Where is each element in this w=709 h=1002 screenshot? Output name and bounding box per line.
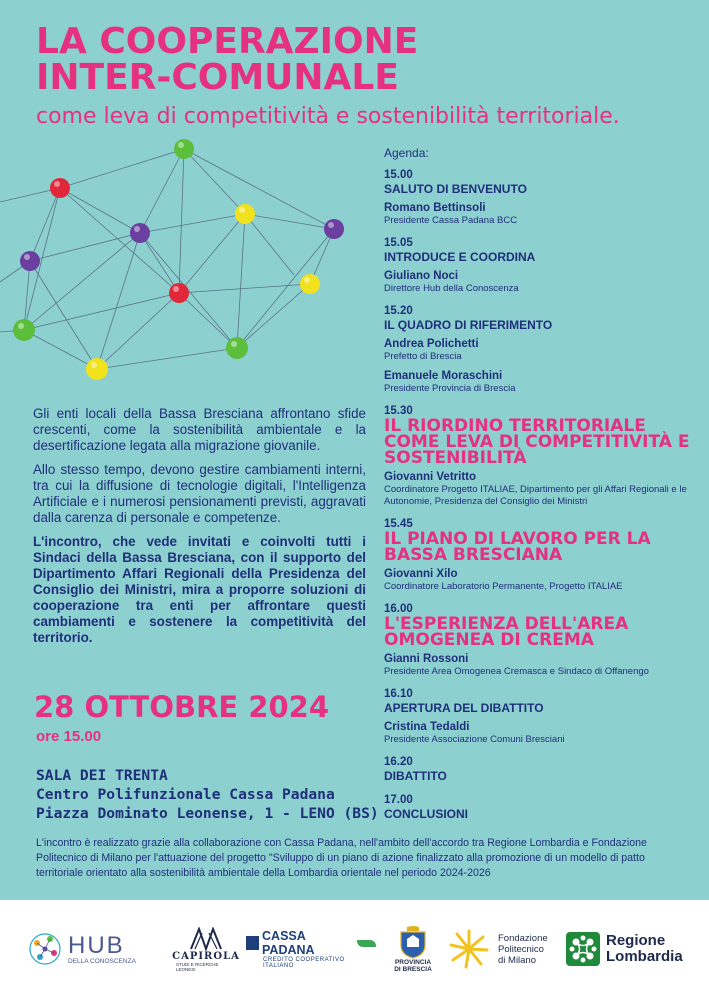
speaker-name: Gianni Rossoni (384, 653, 469, 665)
fondazione-line-1: Fondazione (498, 932, 548, 944)
intro-text (33, 406, 366, 654)
venue-room: SALA DEI TRENTA (36, 767, 168, 784)
speaker (384, 470, 694, 508)
regione-line-1: Regione (606, 932, 666, 949)
cassa-padana-name: CASSA PADANA (262, 929, 315, 957)
speaker-role: Prefetto di Brescia (384, 351, 462, 362)
logos-strip (0, 900, 709, 1002)
pin-yellow (86, 358, 108, 380)
speaker (384, 720, 694, 746)
title-line-2: INTER-COMUNALE (36, 57, 399, 98)
agenda-heading: Agenda: (384, 146, 429, 160)
pin-green (13, 319, 35, 341)
speaker (384, 201, 694, 227)
capirola-emblem-icon (189, 927, 223, 951)
speaker-role: Coordinatore Laboratorio Permanente, Progetto ITALIAE (384, 581, 623, 592)
pin-yellow (300, 274, 320, 294)
agenda-time: 15.20 (384, 305, 413, 317)
cassa-padana-wave-icon (357, 940, 376, 947)
title-line-1: LA COOPERAZIONE (36, 21, 419, 62)
cassa-padana-mark-icon (246, 936, 259, 950)
agenda-item (384, 404, 694, 508)
speaker-name: Giovanni Xilo (384, 568, 458, 580)
page-subtitle: come leva di competitività e sostenibilità territoriale. (36, 104, 620, 129)
fondazione-starburst-icon (448, 928, 490, 970)
agenda-title: DIBATTITO (384, 769, 447, 783)
speaker-name: Giovanni Vetritto (384, 471, 477, 483)
pins (13, 139, 344, 380)
event-date: 28 OTTOBRE 2024 (34, 690, 330, 724)
agenda-item (384, 236, 694, 295)
speaker (384, 567, 694, 593)
agenda-time: 15.05 (384, 237, 413, 249)
page-title (36, 21, 419, 98)
speaker (384, 652, 694, 678)
agenda-time: 15.00 (384, 169, 413, 181)
speaker-name: Cristina Tedaldi (384, 721, 470, 733)
agenda-item (384, 755, 694, 784)
speaker-role: Coordinatore Progetto ITALIAE, Dipartimento per gli Affari Regionali e le Autonomie, Presidenza del Consiglio dei Ministri (384, 484, 687, 507)
speaker-name: Emanuele Moraschini (384, 370, 503, 382)
agenda-time: 16.10 (384, 688, 413, 700)
provincia-line-2: DI BRESCIA (394, 966, 432, 973)
agenda-title: IL PIANO DI LAVORO PER LA BASSA BRESCIANA (384, 529, 651, 565)
venue-building: Centro Polifunzionale Cassa Padana (36, 786, 335, 803)
agenda-item (384, 687, 694, 746)
speaker-role: Direttore Hub della Conoscenza (384, 283, 519, 294)
speaker (384, 369, 694, 395)
agenda-time: 15.45 (384, 518, 413, 530)
event-hour: ore 15.00 (36, 728, 102, 745)
agenda-item (384, 168, 694, 227)
speaker-name: Giuliano Noci (384, 270, 459, 282)
logo-cassa-padana (246, 914, 376, 984)
pin-purple (130, 223, 150, 243)
pin-green (174, 139, 194, 159)
provincia-line-1: PROVINCIA (394, 959, 432, 966)
agenda-title: APERTURA DEL DIBATTITO (384, 701, 544, 715)
speaker-role: Presidente Associazione Comuni Bresciani (384, 734, 565, 745)
agenda-item (384, 602, 694, 678)
agenda-title: IL RIORDINO TERRITORIALE COME LEVA DI COMPETITIVITÀ E SOSTENIBILITÀ (384, 416, 690, 468)
agenda-time: 17.00 (384, 794, 413, 806)
logo-fondazione-politecnico (448, 914, 558, 984)
pin-purple (324, 219, 344, 239)
event-venue (36, 766, 379, 823)
speaker-name: Andrea Polichetti (384, 338, 479, 350)
agenda-item (384, 517, 694, 593)
speaker (384, 269, 694, 295)
provincia-shield-icon (398, 925, 428, 959)
logo-regione-lombardia (566, 914, 696, 984)
capirola-sub: STUDI E RICERCHE LEONESI (176, 961, 219, 972)
speaker-name: Romano Bettinsoli (384, 202, 486, 214)
agenda-title: IL QUADRO DI RIFERIMENTO (384, 318, 553, 332)
speaker (384, 337, 694, 363)
fondazione-line-2: Politecnico (498, 943, 544, 955)
pin-green (226, 337, 248, 359)
capirola-name: CAPIROLA (172, 950, 240, 962)
network-illustration (0, 132, 370, 392)
speaker-role: Presidente Area Omogenea Cremasca e Sindaco di Offanengo (384, 666, 649, 677)
agenda-time: 16.20 (384, 756, 413, 768)
agenda-title: INTRODUCE E COORDINA (384, 250, 536, 264)
speaker-role: Presidente Cassa Padana BCC (384, 215, 518, 226)
regione-line-2: Lombardia (606, 948, 683, 965)
agenda-item (384, 304, 694, 395)
pin-purple (20, 251, 40, 271)
fondazione-line-3: di Milano (498, 954, 537, 966)
pin-red (169, 283, 189, 303)
agenda-time: 15.30 (384, 405, 413, 417)
agenda (384, 146, 694, 831)
hub-brain-icon (26, 929, 64, 969)
logo-hub-conoscenza (26, 914, 156, 984)
agenda-title: CONCLUSIONI (384, 807, 468, 821)
logo-capirola (172, 914, 240, 984)
intro-paragraph: Gli enti locali della Bassa Bresciana affrontano sfide crescenti, come la sostenibilità ambientale e la desertificazione legata alla migrazione giovanile. (33, 406, 366, 453)
pin-red (50, 178, 70, 198)
logo-provincia-brescia (388, 914, 438, 984)
footnote: L'incontro è realizzato grazie alla collaborazione con Cassa Padana, nell'ambito dell'accordo tra Regione Lombardia e Fondazione Politecnico di Milano per l'attuazione del progetto "Sviluppo di un piano di azione finalizzato alla promozione di un modello di patto territoriale orientato alla sostenibilità ambientale della Lombardia orientale nel periodo 2024-2026 (36, 837, 647, 879)
intro-paragraph-bold: L'incontro, che vede invitati e coinvolti tutti i Sindaci della Bassa Bresciana, con il supporto del Dipartimento Affari Regionali della Presidenza del Consiglio dei Ministri, mira a proporre soluzioni di cooperazione tra enti per affrontare questi cambiamenti e sostenere la competitività del territorio. (33, 534, 366, 645)
pin-yellow (235, 204, 255, 224)
venue-address: Piazza Dominato Leonense, 1 - LENO (BS) (36, 805, 379, 822)
intro-paragraph: Allo stesso tempo, devono gestire cambiamenti interni, tra cui la diffusione di tecnologie digitali, l'Intelligenza Artificiale e i numerosi pensionamenti previsti, aggravati dalla carenza di personale e competenze. (33, 462, 366, 525)
agenda-title: SALUTO DI BENVENUTO (384, 182, 527, 196)
agenda-item (384, 793, 694, 822)
rosa-camuna-icon (566, 932, 600, 966)
speaker-role: Presidente Provincia di Brescia (384, 383, 516, 394)
cassa-padana-sub: CREDITO COOPERATIVO ITALIANO (263, 957, 345, 969)
hub-logo-sub: DELLA CONOSCENZA (68, 957, 136, 965)
agenda-title: L'ESPERIENZA DELL'AREA OMOGENEA DI CREMA (384, 614, 629, 650)
agenda-time: 16.00 (384, 603, 413, 615)
hub-logo-main: HUB (68, 931, 125, 959)
